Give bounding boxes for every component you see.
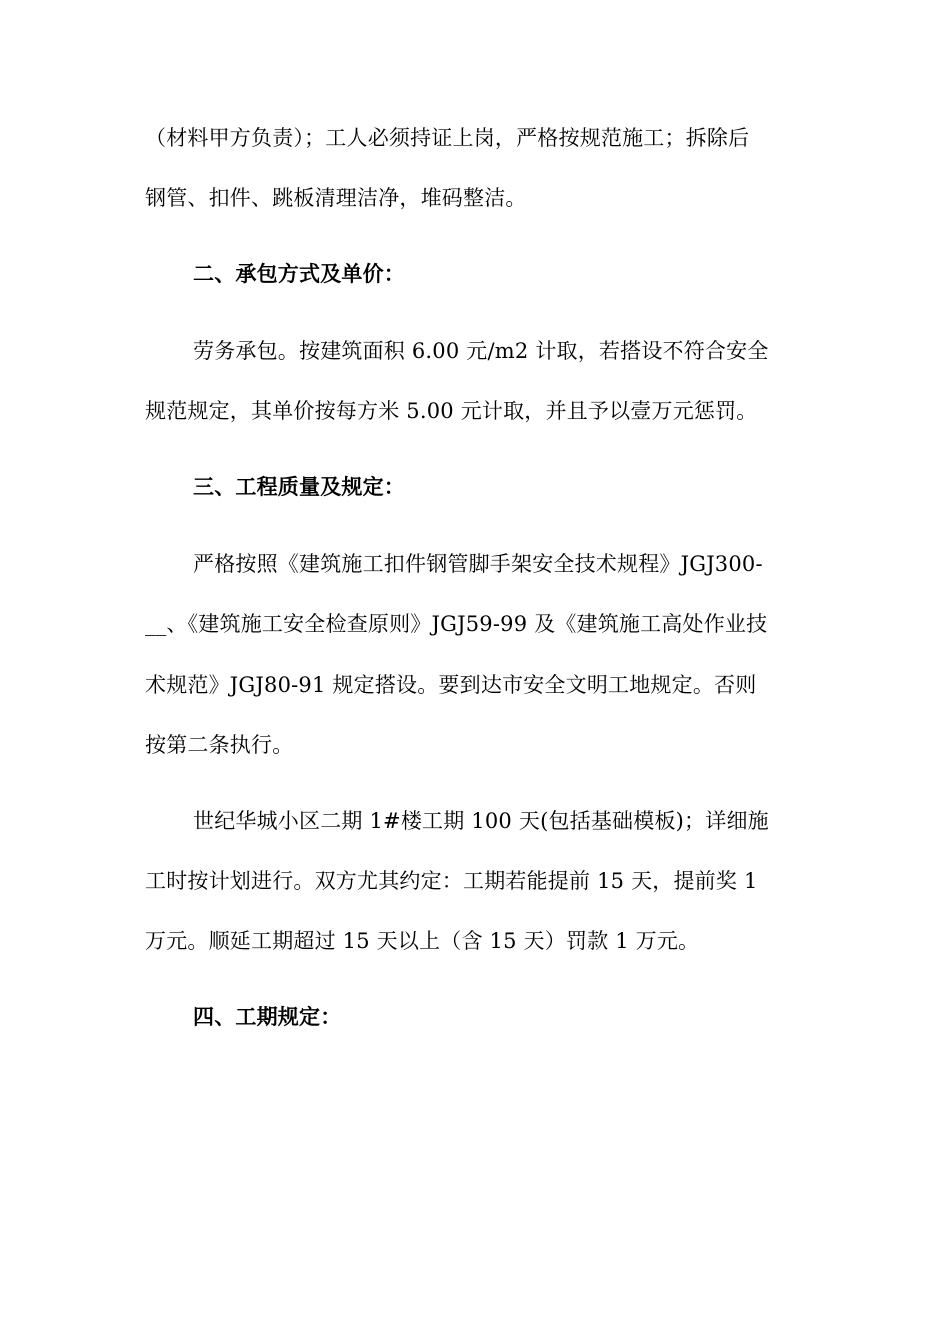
paragraph-materials-line-2: 钢管、扣件、跳板清理洁净，堆码整洁。 (145, 186, 527, 210)
paragraph-quality-line-4: 按第二条执行。 (145, 733, 294, 757)
paragraph-schedule-line-3: 万元。顺延工期超过 15 天以上（含 15 天）罚款 1 万元。 (145, 929, 700, 953)
paragraph-price-line-1: 劳务承包。按建筑面积 6.00 元/m2 计取，若搭设不符合安全 (193, 339, 769, 363)
section-heading-contract-method: 二、承包方式及单价： (193, 261, 405, 286)
paragraph-quality-line-3: 术规范》JGJ80-91 规定搭设。要到达市安全文明工地规定。否则 (145, 673, 757, 697)
paragraph-quality-line-1: 严格按照《建筑施工扣件钢管脚手架安全技术规程》JGJ300- (193, 552, 763, 576)
section-heading-schedule: 四、工期规定： (193, 1004, 342, 1029)
paragraph-materials-line-1: （材料甲方负责）；工人必须持证上岗，严格按规范施工；拆除后 (145, 126, 750, 150)
section-heading-quality: 三、工程质量及规定： (193, 474, 405, 499)
paragraph-price-line-2: 规范规定，其单价按每方米 5.00 元计取，并且予以壹万元惩罚。 (145, 399, 758, 423)
paragraph-schedule-line-1: 世纪华城小区二期 1#楼工期 100 天(包括基础模板)；详细施 (193, 809, 769, 833)
paragraph-quality-line-2: __、《建筑施工安全检查原则》JGJ59-99 及《建筑施工高处作业技 (145, 612, 768, 636)
paragraph-schedule-line-2: 工时按计划进行。双方尤其约定：工期若能提前 15 天，提前奖 1 (145, 869, 758, 893)
